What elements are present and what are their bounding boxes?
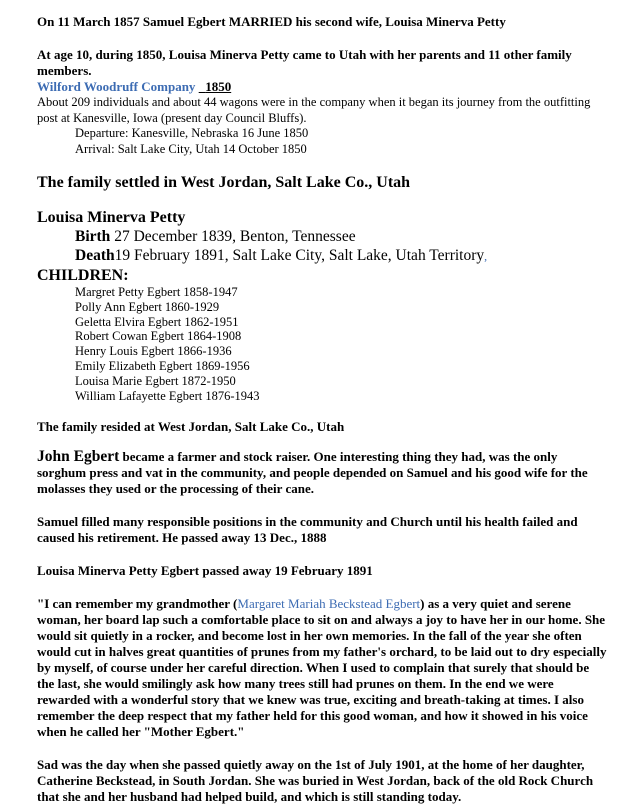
- birth-value: 27 December 1839, Benton, Tennessee: [110, 228, 356, 245]
- quote-before: "I can remember my grandmother (: [37, 596, 238, 612]
- child-entry: Emily Elizabeth Egbert 1869-1956: [75, 358, 250, 373]
- company-link[interactable]: Wilford Woodruff Company: [37, 79, 196, 94]
- john-name: John Egbert: [37, 448, 120, 466]
- children-heading: CHILDREN:: [37, 267, 129, 284]
- child-entry: Robert Cowan Egbert 1864-1908: [75, 329, 242, 344]
- john-text: became a farmer and stock raiser. One interesting thing they had, was the only sorghum press and vat in the community, and people depended on Samuel and his good wife for the molasses they used or the processing of their cane.: [37, 449, 588, 497]
- company-description: About 209 individuals and about 44 wagons were in the company when it began its journey from the outfitting post at Kanesville, Iowa (present day Council Bluffs).: [37, 95, 591, 125]
- death-trail: ,: [484, 249, 488, 263]
- quote-paragraph: [37, 596, 608, 740]
- company-year-text: 1850: [205, 79, 232, 94]
- child-entry: Margret Petty Egbert 1858-1947: [75, 285, 238, 299]
- grandmother-link[interactable]: Margaret Mariah Beckstead Egbert: [237, 596, 421, 612]
- samuel-paragraph: Samuel filled many responsible positions in the community and Church until his health failed and caused his retirement. He passed away 13 Dec., 1888: [37, 514, 578, 546]
- child-entry: Louisa Marie Egbert 1872-1950: [75, 373, 236, 388]
- company-year: [199, 79, 232, 94]
- emigration-section: [37, 47, 608, 157]
- settled-heading: The family settled in West Jordan, Salt Lake Co., Utah: [37, 174, 411, 191]
- final-paragraph: Sad was the day when she passed quietly away on the 1st of July 1901, at the home of her daughter, Catherine Beckstead, in South Jordan. She was buried in West Jordan, back of the old Rock Church that she and her husband had helped build, and which is still standing today.: [37, 757, 594, 805]
- child-entry: William Lafayette Egbert 1876-1943: [75, 388, 260, 403]
- death-line: [37, 246, 608, 266]
- departure-line: Departure: Kanesville, Nebraska 16 June 1850: [75, 126, 309, 140]
- quote-after: ) as a very quiet and serene woman, her board lap such a comfortable place to sit on and always a joy to have her in our home. She would sit quietly in a rocker, and become lost in her own memories. In the fall of the year she often would cut in halves great quantities of prunes from my father's orchard, to be laid out to dry especially by myself, of course under her careful direction. When I used to complain that surely that should be the last, she would smilingly ask how many trees still had prunes on them. In the end we were rewarded with a wonderful story that we knew was true, exciting and breath-taking at times. I also remember the deep respect that my father held for this good woman, and how it showed in his voice when he called her "Mother Egbert.": [37, 596, 607, 740]
- louisa-passed-line: Louisa Minerva Petty Egbert passed away 19 February 1891: [37, 563, 373, 579]
- person-name: Louisa Minerva Petty: [37, 209, 186, 226]
- death-value: 19 February 1891, Salt Lake City, Salt Lake, Utah Territory: [114, 247, 485, 264]
- marriage-line: On 11 March 1857 Samuel Egbert MARRIED his second wife, Louisa Minerva Petty: [37, 14, 506, 29]
- death-label: Death: [75, 247, 115, 264]
- arrival-line: Arrival: Salt Lake City, Utah 14 October 1850: [75, 141, 307, 156]
- emigration-intro: At age 10, during 1850, Louisa Minerva Petty came to Utah with her parents and 11 other family members.: [37, 47, 572, 78]
- child-entry: Polly Ann Egbert 1860-1929: [75, 299, 220, 314]
- john-paragraph: [37, 449, 608, 497]
- birth-line: [37, 227, 608, 246]
- birth-label: Birth: [75, 228, 111, 245]
- child-entry: Geletta Elvira Egbert 1862-1951: [75, 314, 239, 329]
- children-list: [37, 285, 608, 403]
- resided-line: The family resided at West Jordan, Salt Lake Co., Utah: [37, 419, 345, 435]
- child-entry: Henry Louis Egbert 1866-1936: [75, 344, 232, 359]
- company-line: [37, 79, 608, 95]
